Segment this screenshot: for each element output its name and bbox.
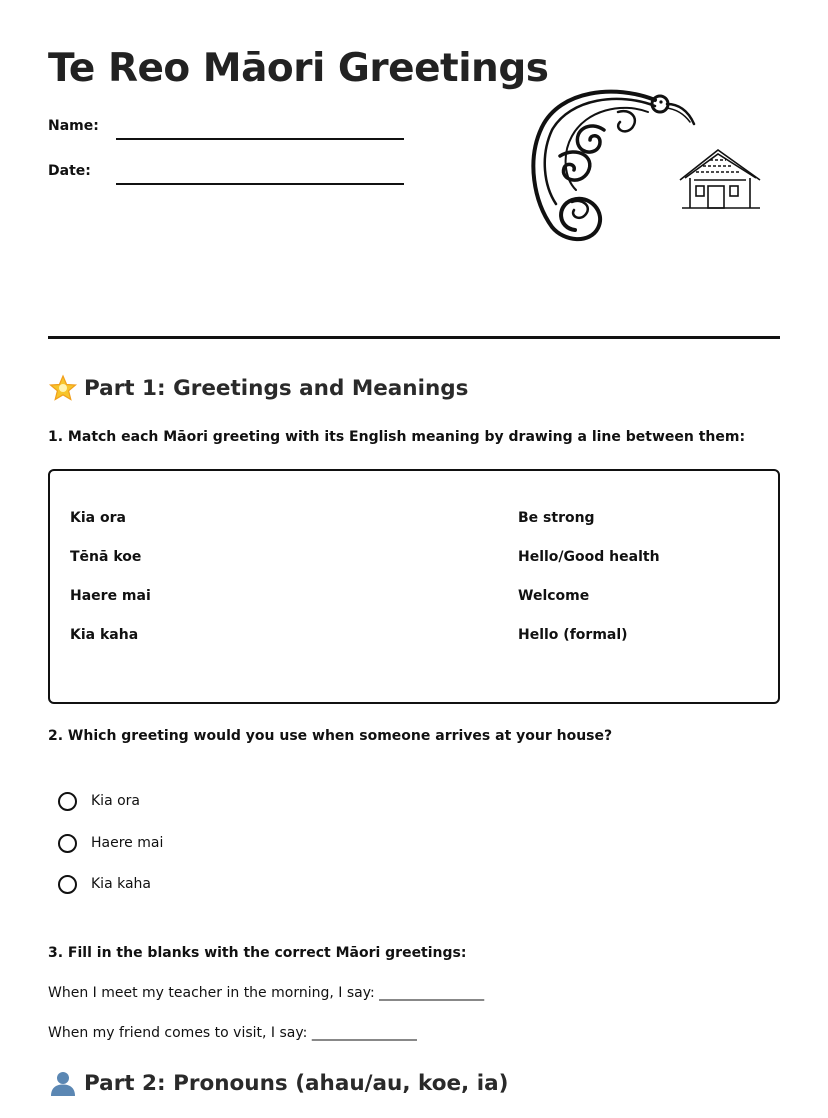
part2-title-text: Part 2: Pronouns (ahau/au, koe, ia): [84, 1070, 509, 1096]
date-line[interactable]: [116, 183, 404, 185]
english-meaning[interactable]: Hello/Good health: [518, 549, 660, 565]
name-field[interactable]: [48, 118, 408, 148]
name-label: Name:: [48, 118, 99, 134]
option-label: Haere mai: [91, 835, 164, 851]
option-kia-kaha[interactable]: [58, 872, 151, 896]
fill-blank-1[interactable]: When I meet my teacher in the morning, I say: _______________: [48, 985, 485, 1001]
question-1: 1. Match each Māori greeting with its English meaning by drawing a line between them:: [48, 429, 746, 445]
person-silhouette-icon: [48, 1069, 78, 1097]
maori-greeting[interactable]: Kia kaha: [70, 627, 139, 643]
maori-greeting[interactable]: Kia ora: [70, 510, 126, 526]
kiwi-koru-illustration: [520, 82, 770, 247]
radio-button[interactable]: [58, 792, 77, 811]
name-line[interactable]: [116, 138, 404, 140]
radio-button[interactable]: [58, 875, 77, 894]
matching-box: [48, 469, 780, 704]
english-meaning[interactable]: Welcome: [518, 588, 590, 604]
part2-title: [48, 1069, 508, 1097]
english-meaning[interactable]: Hello (formal): [518, 627, 628, 643]
part1-title-text: Part 1: Greetings and Meanings: [84, 375, 469, 401]
option-label: Kia kaha: [91, 876, 151, 892]
part1-title: [48, 374, 468, 402]
fill-blank-2[interactable]: When my friend comes to visit, I say: _______________: [48, 1025, 417, 1041]
option-haere-mai[interactable]: [58, 831, 163, 855]
section-divider: [48, 336, 780, 339]
maori-greeting[interactable]: Haere mai: [70, 588, 151, 604]
date-field[interactable]: [48, 163, 408, 193]
glowing-star-icon: [48, 374, 78, 402]
english-meaning[interactable]: Be strong: [518, 510, 595, 526]
radio-button[interactable]: [58, 834, 77, 853]
maori-greeting[interactable]: Tēnā koe: [70, 549, 142, 565]
question-2: 2. Which greeting would you use when someone arrives at your house?: [48, 728, 613, 744]
page-title: Te Reo Māori Greetings: [48, 46, 549, 91]
option-label: Kia ora: [91, 793, 140, 809]
option-kia-ora[interactable]: [58, 789, 140, 813]
date-label: Date:: [48, 163, 91, 179]
question-3: 3. Fill in the blanks with the correct Māori greetings:: [48, 945, 467, 961]
